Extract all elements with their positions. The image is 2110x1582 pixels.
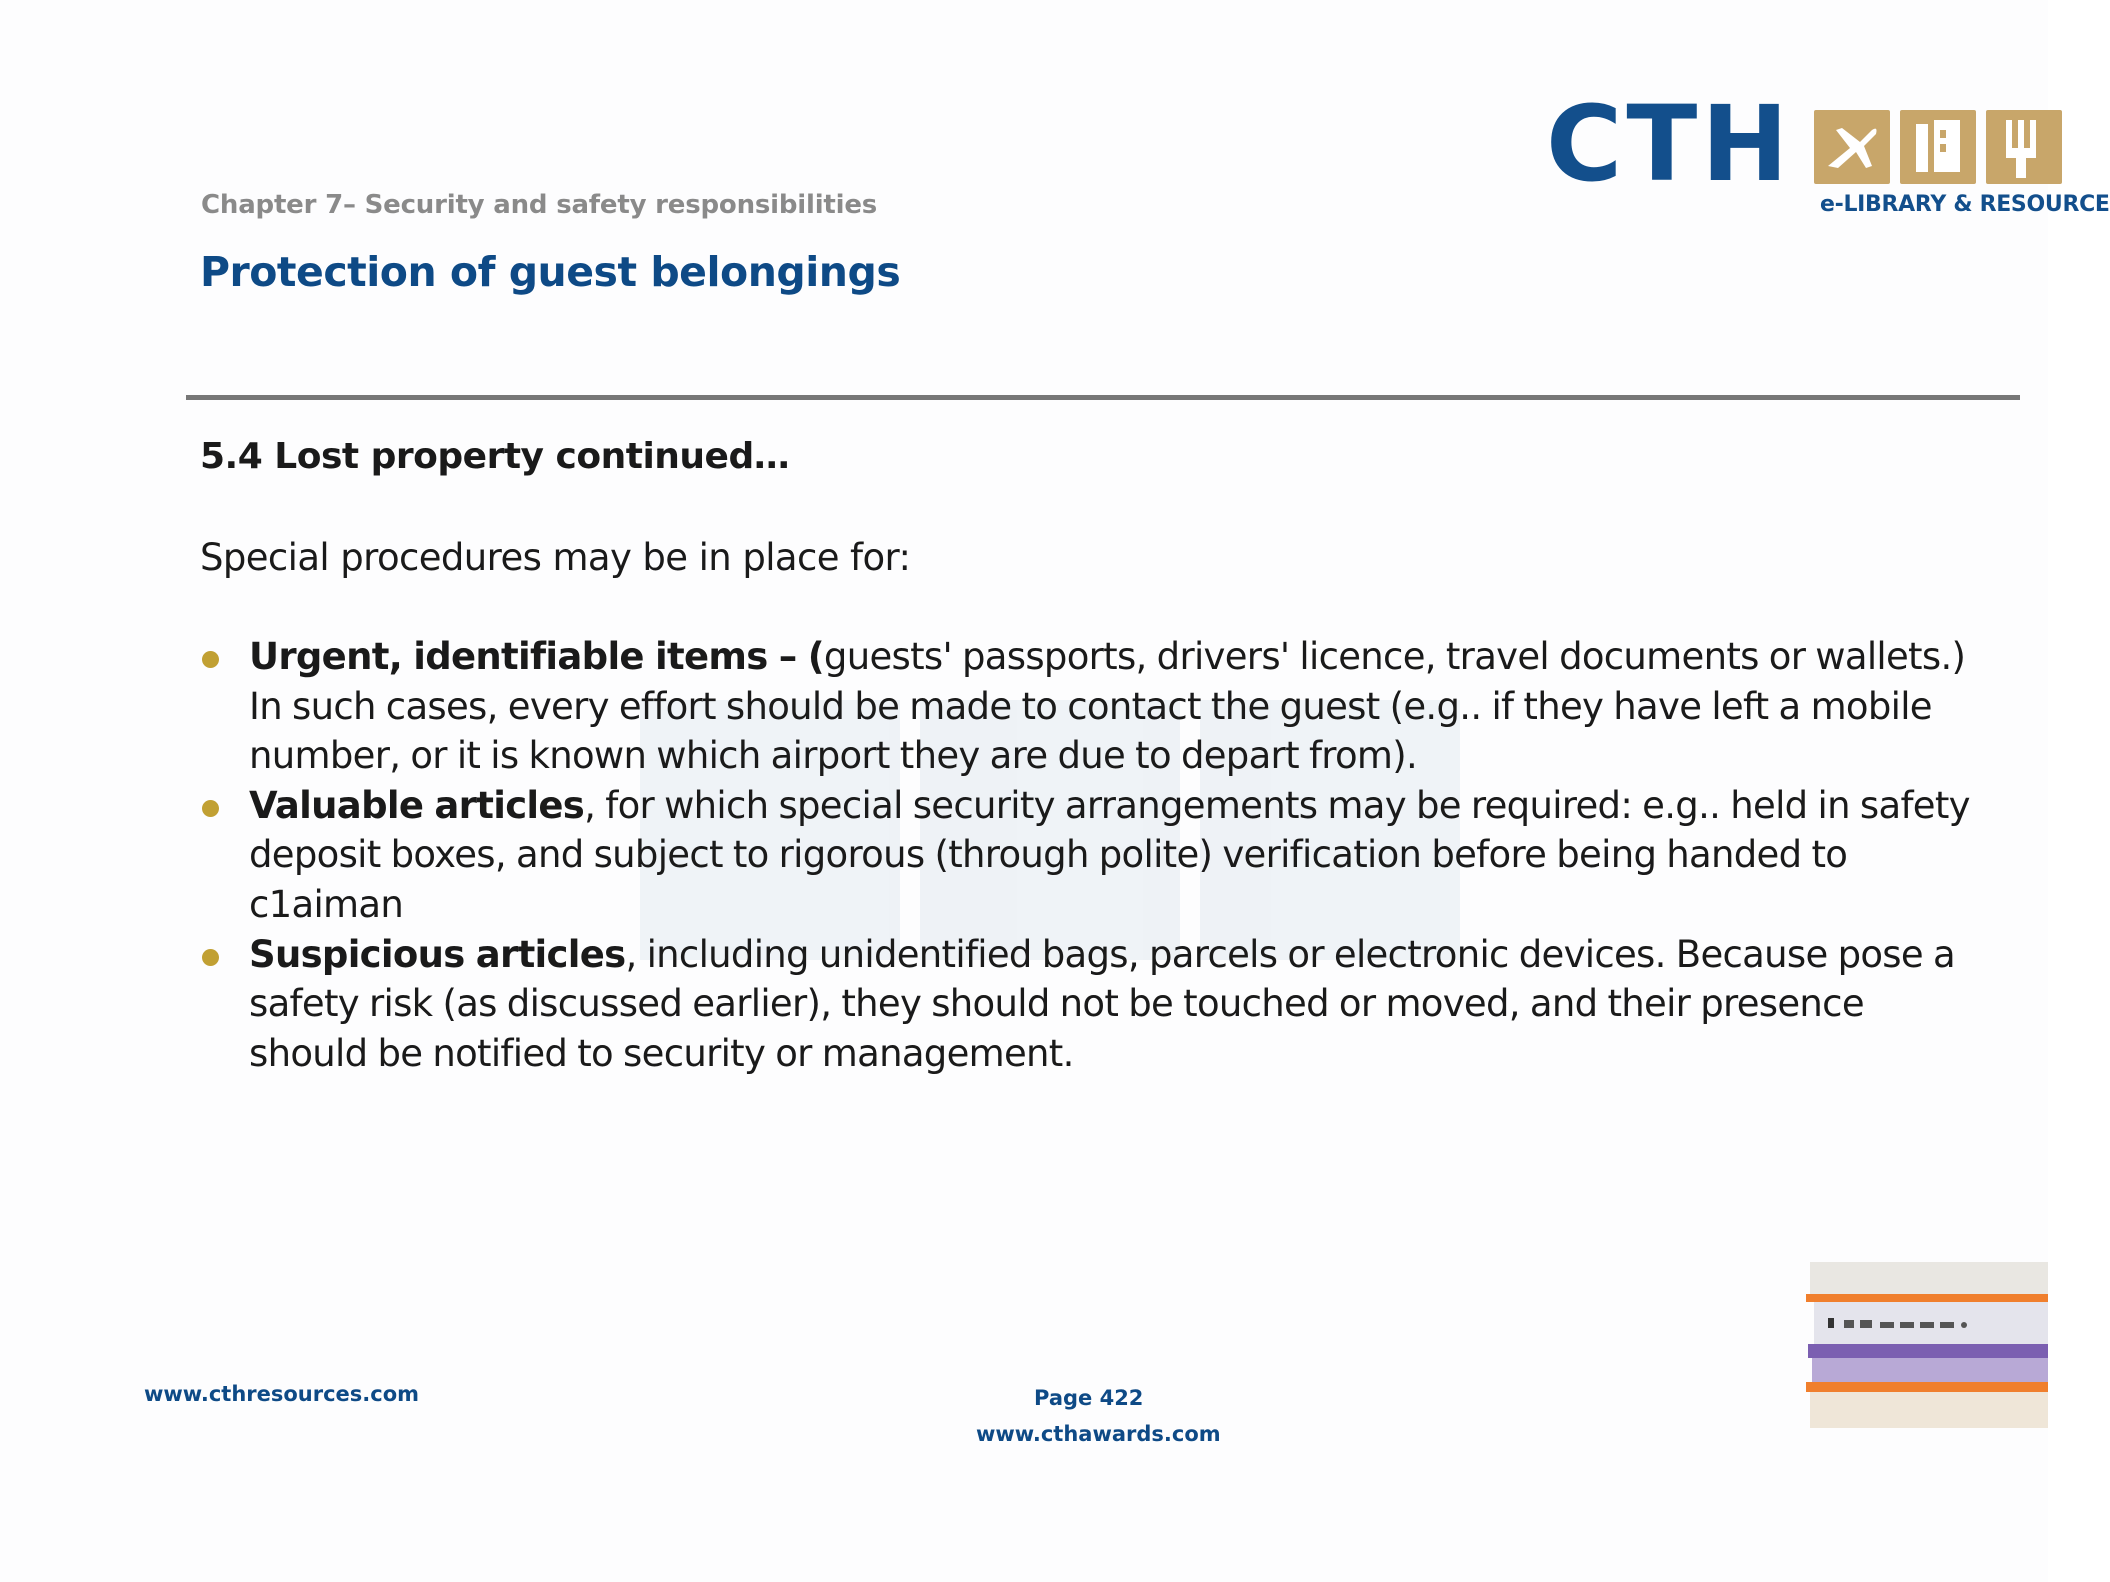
page-number: Page 422 xyxy=(1034,1386,1144,1410)
logo-subtitle: e-LIBRARY & RESOURCE xyxy=(1820,192,2110,217)
list-item xyxy=(200,632,1990,781)
footer-center-url[interactable]: www.cthawards.com xyxy=(976,1422,1221,1446)
bullet-bold: Urgent, identifiable items – ( xyxy=(249,635,824,678)
footer-left-url[interactable]: www.cthresources.com xyxy=(144,1382,420,1406)
list-item xyxy=(200,930,1990,1079)
bullet-icon xyxy=(202,800,219,817)
airplane-icon xyxy=(1814,110,1890,184)
logo-wordmark: CTH xyxy=(1546,83,1793,205)
bullet-bold: Valuable articles xyxy=(249,783,585,827)
cth-logo xyxy=(1546,83,2110,220)
list-item xyxy=(200,781,1990,930)
bullet-icon xyxy=(202,949,219,966)
fork-icon xyxy=(1986,110,2062,184)
section-heading: 5.4 Lost property continued… xyxy=(200,436,790,477)
intro-text: Special procedures may be in place for: xyxy=(200,536,911,579)
bullet-text: , for which special security arrangements may be required: e.g.. held in safety deposit boxes, and subject to rigorous (through polite) verification before being handed to c1aiman xyxy=(249,783,1970,926)
bullet-icon xyxy=(202,651,219,668)
bullet-list xyxy=(200,632,1990,1078)
page-title: Protection of guest belongings xyxy=(200,248,901,296)
header-divider xyxy=(186,395,2020,400)
bullet-bold: Suspicious articles xyxy=(249,932,626,976)
chapter-label: Chapter 7– Security and safety responsibilities xyxy=(201,190,878,220)
bullet-text: guests' passports, drivers' licence, travel documents or wallets.) In such cases, every effort should be made to contact the guest (e.g.. if they have left a mobile number, or it is known which airport they are due to depart from). xyxy=(249,635,1966,778)
logo-tiles xyxy=(1814,110,2062,184)
books-image xyxy=(1800,1262,2048,1432)
bullet-text: , including unidentified bags, parcels or electronic devices. Because pose a safety risk (as discussed earlier), they should not be touched or moved, and their presence should be notified to security or management. xyxy=(249,932,1955,1075)
hotel-icon xyxy=(1900,110,1976,184)
